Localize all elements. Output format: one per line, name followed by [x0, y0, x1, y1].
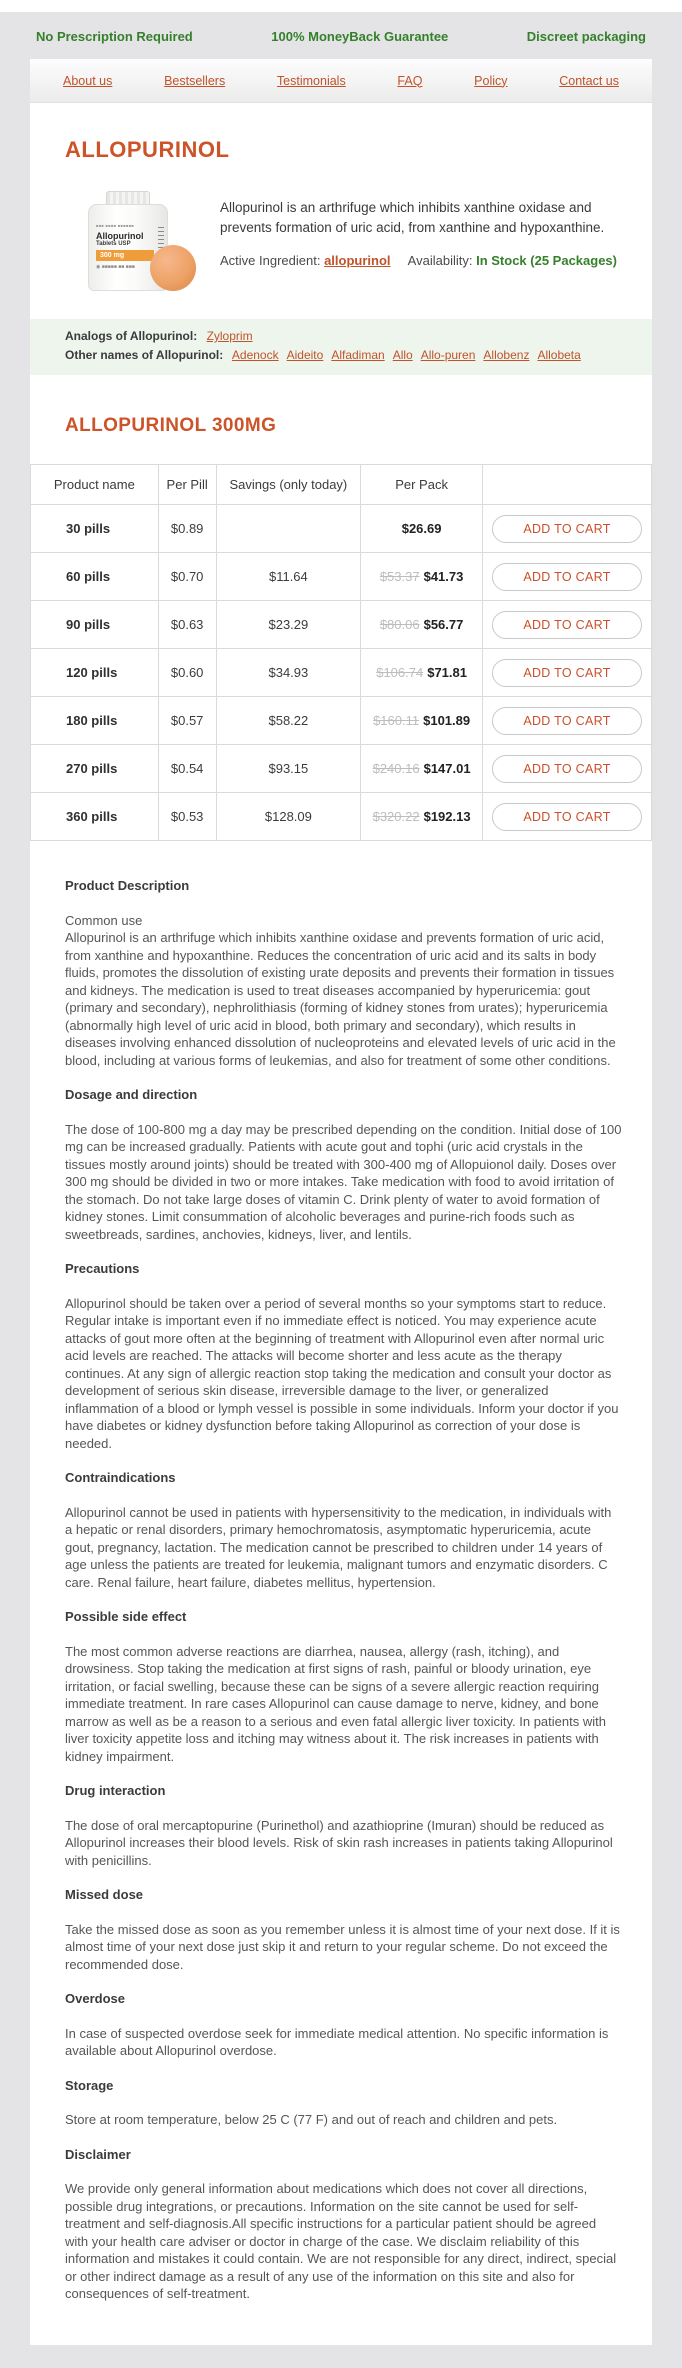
nav-link-about-us[interactable]: About us [63, 73, 113, 88]
other-name-link-aideito[interactable]: Aideito [286, 348, 324, 362]
per-pill-cell: $0.57 [158, 697, 216, 745]
analogs-label: Analogs of Allopurinol: [65, 329, 198, 343]
price-table-header-row [31, 465, 652, 505]
old-price: $160.11 [373, 713, 420, 728]
other-name-link-allobenz[interactable]: Allobenz [483, 348, 530, 362]
nav-link-policy[interactable]: Policy [474, 73, 508, 88]
bottle-label-dose: 300 mg [96, 250, 154, 261]
product-name-cell: 360 pills [31, 793, 159, 841]
add-to-cart-button-360-pills[interactable]: ADD TO CART [492, 803, 642, 831]
price-row-120-pills [31, 649, 652, 697]
section-text-common-use: Allopurinol is an arthrifuge which inhibits xanthine oxidase and prevents formation of uric acid, from xanthine and hypoxanthine. Reduces the concentration of uric acid and its salts in body fluids, promotes the dissolution of existing urate deposits and prevents their formation in tissues and kidneys. The medication is used to treat diseases accompanied by hyperuricemia: gout (primary and secondary), nephrolithiasis (forming of kidney stones from urates); hyperuricemia (abnormally high level of uric acid in blood, both primary and secondary), which results in diseases involving enhanced dissolution of nucleoproteins and elevated levels of uric acid in the blood, including at various forms of leukemias, and also for treatment of some other conditions. [65, 930, 616, 1068]
main-nav [30, 59, 652, 103]
other-name-link-alfadiman[interactable]: Alfadiman [331, 348, 385, 362]
bottle-label-sub: Tablets USP [96, 241, 131, 247]
savings-cell: $11.64 [216, 553, 361, 601]
savings-cell: $93.15 [216, 745, 361, 793]
old-price: $320.22 [372, 809, 420, 824]
description-title: Product Description [65, 878, 190, 893]
add-to-cart-button-90-pills[interactable]: ADD TO CART [492, 611, 642, 639]
column-header-savings-only-today: Savings (only today) [216, 465, 361, 505]
old-price: $240.16 [372, 761, 420, 776]
per-pill-cell: $0.63 [158, 601, 216, 649]
price-row-360-pills [31, 793, 652, 841]
old-price: $53.37 [379, 569, 420, 584]
availability-status: In Stock (25 Packages) [476, 253, 617, 269]
action-cell [483, 697, 652, 745]
price-row-270-pills [31, 745, 652, 793]
per-pack-cell [361, 553, 483, 601]
price-row-90-pills [31, 601, 652, 649]
analogs-band [30, 319, 652, 375]
section-text-dosage-and-direction: The dose of 100-800 mg a day may be prescribed depending on the condition. Initial dose of 100 mg can be increased gradually. Patients with acute gout and tophi (uric acid crystals in the tissues mostly around joints) should be treated with 300-400 mg of Allopuionol daily. Doses over 300 mg should be divided in two or more intakes. Take medication with food to avoid irritation of the stomach. Do not take large doses of vitamin C. Drink plenty of water to avoid formation of kidney stones. Limit consummation of alcoholic beverages and purine-rich foods such as sweetbreads, sardines, anchovies, kidneys, liver, and lentils. [65, 1121, 622, 1242]
column-header-product-name: Product name [31, 465, 159, 505]
column-header-actions [483, 465, 652, 505]
add-to-cart-button-30-pills[interactable]: ADD TO CART [492, 515, 642, 543]
product-image [60, 189, 220, 297]
old-price: $106.74 [376, 665, 424, 680]
per-pill-cell: $0.60 [158, 649, 216, 697]
bottle-label-footer: ◉ ■■■■■ ■■ ■■■ [96, 264, 135, 270]
other-name-link-allobeta[interactable]: Allobeta [537, 348, 581, 362]
per-pill-cell: $0.70 [158, 553, 216, 601]
other-name-link-allo-puren[interactable]: Allo-puren [420, 348, 476, 362]
section-text-drug-interaction: The dose of oral mercaptopurine (Purinethol) and azathioprine (Imuran) should be reduced as Allopurinol increases their blood levels. Risk of skin rash increases in patients taking Allopurinol with penicillins. [65, 1817, 613, 1868]
topbar-item-discreet-packaging: Discreet packaging [526, 29, 646, 44]
product-name-cell: 180 pills [31, 697, 159, 745]
section-heading-precautions: Precautions [65, 1261, 140, 1276]
section-text-possible-side-effect: The most common adverse reactions are diarrhea, nausea, allergy (rash, itching), and drowsiness. Stop taking the medication at first signs of rash, painful or bloody urination, eye irritation, or facial swelling, because these can be signs of a severe allergic reaction requiring immediate treatment. In rare cases Allopurinol can cause damage to nerve, kidney, and bone marrow as well as be a reason to a serious and even fatal allergic liver toxicity. In patients with liver toxicity appetite loss and itching may witness about it. The risk increases in patients with kidney impairment. [65, 1643, 606, 1764]
active-ingredient [220, 253, 391, 268]
availability-label: Availability: [407, 253, 473, 269]
product-name-cell: 120 pills [31, 649, 159, 697]
nav-link-contact-us[interactable]: Contact us [559, 73, 619, 88]
content-card [30, 103, 652, 2345]
pack-price: $147.01 [423, 761, 471, 776]
nav-link-faq[interactable]: FAQ [397, 73, 423, 88]
per-pack-cell [361, 793, 483, 841]
other-names-links [232, 348, 589, 362]
action-cell [483, 553, 652, 601]
section-text-overdose: In case of suspected overdose seek for immediate medical attention. No specific information is available about Allopurinol overdose. [65, 2025, 609, 2058]
per-pack-cell [361, 601, 483, 649]
per-pack-cell [361, 745, 483, 793]
add-to-cart-button-60-pills[interactable]: ADD TO CART [492, 563, 642, 591]
active-ingredient-label: Active Ingredient: [220, 253, 321, 269]
price-table-body [31, 505, 652, 841]
section-heading-overdose: Overdose [65, 1991, 125, 2006]
product-name-cell: 60 pills [31, 553, 159, 601]
bottle-label-name: Allopurinol [96, 231, 144, 241]
other-name-link-allo[interactable]: Allo [392, 348, 413, 362]
page-background [0, 12, 682, 2368]
section-heading-storage: Storage [65, 2077, 114, 2093]
active-ingredient-link[interactable]: allopurinol [324, 253, 391, 269]
column-header-per-pack: Per Pack [361, 465, 483, 505]
pricing-title: ALLOPURINOL 300MG [65, 415, 277, 436]
analog-link-zyloprim[interactable]: Zyloprim [206, 329, 253, 343]
section-heading-possible-side-effect: Possible side effect [65, 1609, 187, 1624]
section-heading-common-use: Common use [65, 912, 143, 928]
savings-cell: $128.09 [216, 793, 361, 841]
pack-price: $71.81 [427, 665, 467, 680]
section-text-missed-dose: Take the missed dose as soon as you remember unless it is almost time of your next dose. If it is almost time of your next dose just skip it and return to your regular scheme. Do not exceed the recommended dose. [65, 1921, 620, 1972]
section-heading-disclaimer: Disclaimer [65, 2146, 131, 2162]
analogs-links [207, 329, 261, 343]
bottle-label-fineprint: ■■■ ■■■■ ■■■■■■ [96, 223, 135, 228]
per-pack-cell [361, 505, 483, 553]
product-name-cell: 270 pills [31, 745, 159, 793]
action-cell [483, 505, 652, 553]
savings-cell: $23.29 [216, 601, 361, 649]
pack-price: $101.89 [423, 713, 471, 728]
section-text-precautions: Allopurinol should be taken over a period of several months so your symptoms start to reduce. Regular intake is important even if no immediate effect is noticed. You may experience acute attacks of gout more often at the beginning of treatment with Allopurinol even after normal uric acid levels are reached. The attacks will become shorter and less acute as the therapy continues. At any sign of allergic reaction stop taking the medication and consult your doctor as development of serious skin disease, irreversible damage to the liver, or generalized inflammation of a blood or lymph vessel is possible in some individuals. Inform your doctor if you have diabetes or kidney dysfunction before taking Allopurinol as correction of your dose is needed. [65, 1295, 619, 1451]
per-pill-cell: $0.54 [158, 745, 216, 793]
column-header-per-pill: Per Pill [158, 465, 216, 505]
other-name-link-adenock[interactable]: Adenock [231, 348, 279, 362]
section-heading-dosage-and-direction: Dosage and direction [65, 1087, 198, 1102]
per-pack-cell [361, 649, 483, 697]
price-row-30-pills [31, 505, 652, 553]
pack-price: $56.77 [423, 617, 464, 632]
product-name-cell: 90 pills [31, 601, 159, 649]
section-text-contraindications: Allopurinol cannot be used in patients with hypersensitivity to the medication, in individuals with a hepatic or renal disorders, primary hemochromatosis, asymptomatic hyperuricemia, acute gout, pregnancy, lactation. The medication cannot be prescribed to children under 14 years of age unless the patients are treated for leukemia, malignant tumors and enzymatic disorders. C care. Renal failure, heart failure, diabetes mellitus, hypertension. [65, 1504, 612, 1590]
analogs-row [65, 327, 617, 346]
bottle-label [96, 223, 156, 270]
orange-pill-image [150, 245, 196, 291]
page-title: ALLOPURINOL [65, 137, 230, 162]
description-sections [65, 912, 622, 2303]
nav-link-bestsellers[interactable]: Bestsellers [164, 73, 226, 88]
section-heading-missed-dose: Missed dose [65, 1887, 144, 1902]
pack-price: $26.69 [401, 521, 442, 536]
availability [408, 253, 617, 268]
price-row-60-pills [31, 553, 652, 601]
section-heading-drug-interaction: Drug interaction [65, 1783, 166, 1798]
other-names-row [65, 346, 617, 365]
product-description [30, 841, 652, 2345]
add-to-cart-button-180-pills[interactable]: ADD TO CART [492, 707, 642, 735]
add-to-cart-button-270-pills[interactable]: ADD TO CART [492, 755, 642, 783]
action-cell [483, 601, 652, 649]
savings-cell: $34.93 [216, 649, 361, 697]
product-summary: Allopurinol is an arthrifuge which inhibits xanthine oxidase and prevents formation of uric acid, from xanthine and hypoxanthine. [220, 200, 605, 235]
price-table [30, 464, 652, 841]
savings-cell: $58.22 [216, 697, 361, 745]
pack-price: $41.73 [423, 569, 464, 584]
pack-price: $192.13 [423, 809, 471, 824]
action-cell [483, 745, 652, 793]
nav-link-testimonials[interactable]: Testimonials [276, 73, 346, 88]
product-overview [30, 163, 652, 297]
topbar-item-no-prescription-required: No Prescription Required [36, 29, 193, 44]
topbar-item-100-moneyback-guarantee: 100% MoneyBack Guarantee [271, 29, 449, 44]
add-to-cart-button-120-pills[interactable]: ADD TO CART [492, 659, 642, 687]
savings-cell [216, 505, 361, 553]
topbar [30, 12, 652, 59]
other-names-label: Other names of Allopurinol: [65, 348, 224, 362]
per-pack-cell [361, 697, 483, 745]
section-text-storage: Store at room temperature, below 25 C (77 F) and out of reach and children and pets. [65, 2112, 558, 2127]
section-text-disclaimer: We provide only general information about medications which does not cover all directions, possible drug integrations, or precautions. Information on the site cannot be used for self-treatment and self-diagnosis.All specific instructions for a particular patient should be agreed with your health care adviser or doctor in charge of the case. We disclaim reliability of this information and mistakes it could contain. We are not responsible for any direct, indirect, special or other indirect damage as a result of any use of the information on this site and also for consequences of self-treatment. [65, 2181, 617, 2301]
action-cell [483, 793, 652, 841]
section-heading-contraindications: Contraindications [65, 1470, 176, 1485]
action-cell [483, 649, 652, 697]
product-name-cell: 30 pills [31, 505, 159, 553]
old-price: $80.06 [379, 617, 420, 632]
price-row-180-pills [31, 697, 652, 745]
per-pill-cell: $0.53 [158, 793, 216, 841]
per-pill-cell: $0.89 [158, 505, 216, 553]
